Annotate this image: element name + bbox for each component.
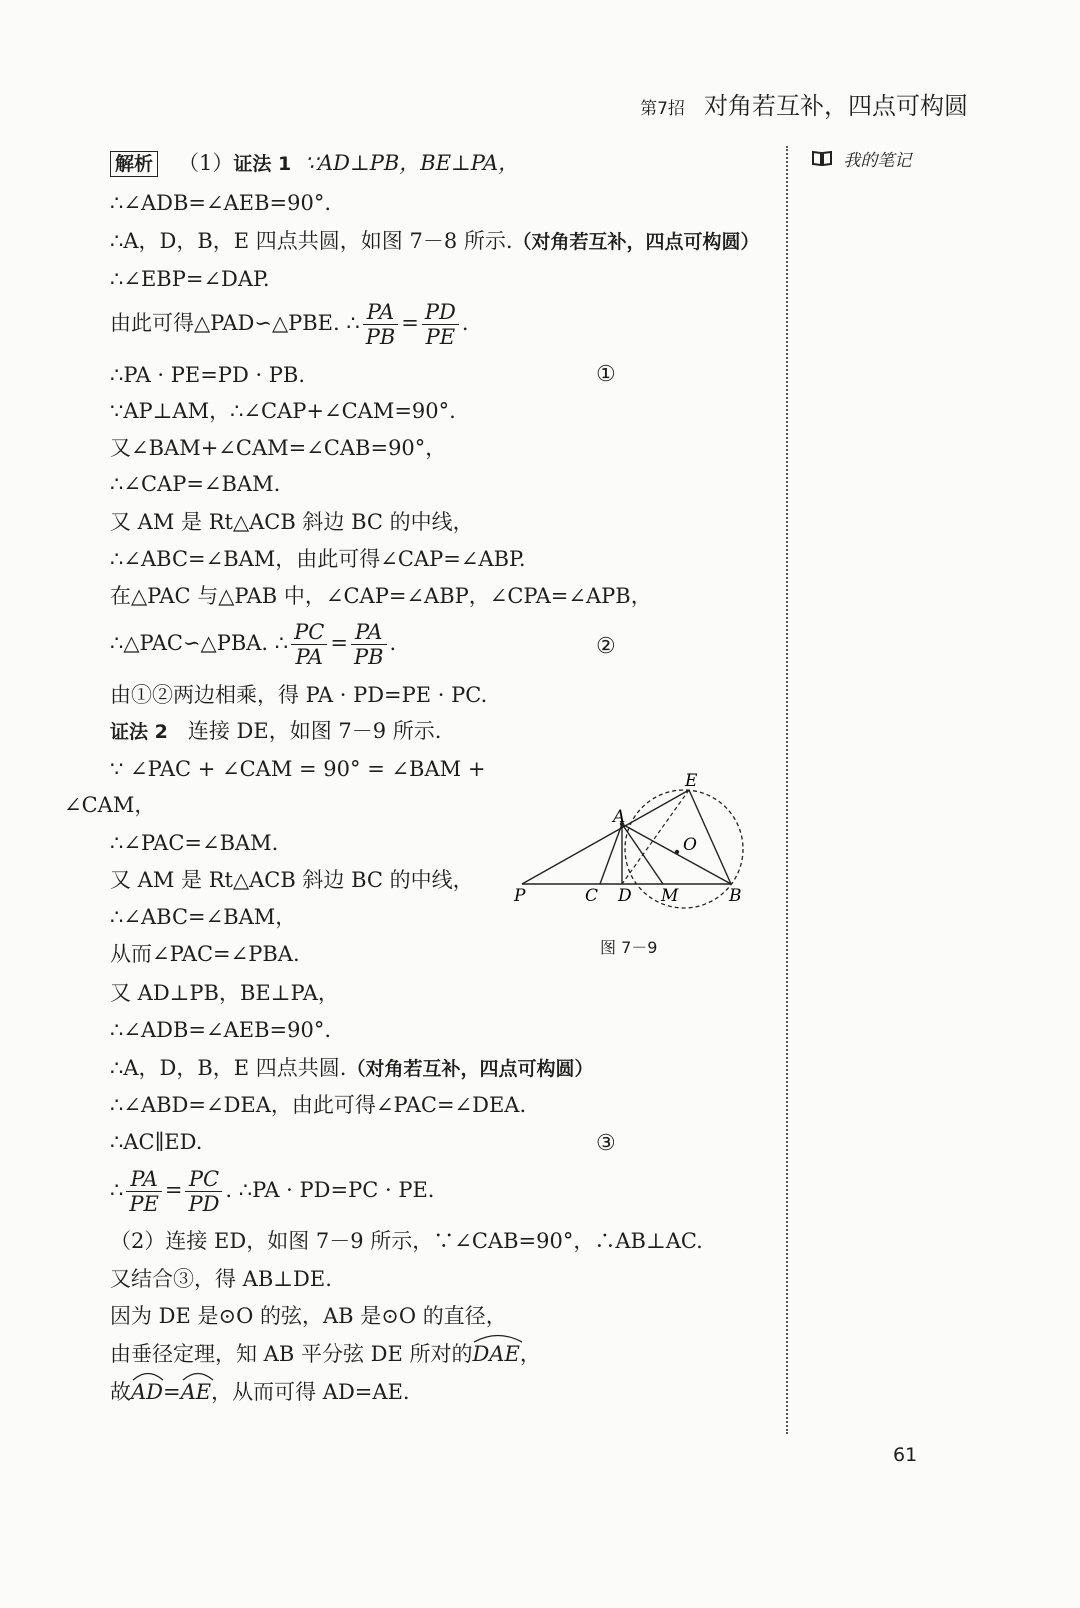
segment-ac [600,824,622,884]
frac-num: PC [185,1167,222,1192]
line-18: ∴∠PAC=∠BAM. [110,831,279,855]
equals: = [401,311,419,335]
line-24 [110,1055,594,1082]
equals: = [330,631,348,655]
line-2: ∴∠ADB=∠AEB=90°. [110,191,332,215]
frac-den: PA [295,645,323,669]
line-6: ∴PA · PE=PD · PB. [110,363,306,387]
line-21: 从而∠PAC=∠PBA. [110,942,300,966]
line-15-text: 连接 DE，如图 7－9 所示. [187,719,442,743]
line-31-text: 由垂径定理，知 AB 平分弦 DE 所对的 [110,1342,473,1366]
line-1 [110,150,519,177]
line-22: 又 AD⊥PB，BE⊥PA， [110,981,339,1005]
frac-den: PD [188,1192,220,1216]
line-27 [110,1167,434,1216]
label-e: E [685,771,698,791]
comma: ， [519,1342,541,1366]
page-number: 61 [893,1444,918,1466]
figure-caption: 图 7－9 [600,938,658,957]
fraction-pa-pb [363,300,399,349]
frac-den: PE [129,1192,159,1216]
line-9: ∴∠CAP=∠BAM. [110,472,281,496]
label-p: P [514,886,526,906]
line-26: ∴AC∥ED. [110,1130,203,1154]
chapter-label: 第7招 [640,99,685,119]
line-3-note: （对角若互补，四点可构圆） [512,231,760,253]
line-11: ∴∠ABC=∠BAM，由此可得∠CAP=∠ABP. [110,547,526,571]
line-13-text: ∴△PAC∽△PBA. ∴ [110,631,289,655]
period: . [389,631,397,655]
fraction-pc-pa [291,620,327,669]
period: . [461,311,469,335]
arc-ae [181,1380,212,1404]
line-28: （2）连接 ED，如图 7－9 所示，∵∠CAB=90°，∴AB⊥AC. [110,1229,703,1253]
frac-num: PA [363,300,399,325]
equals: = [163,1380,181,1404]
mark-2: ② [596,634,616,659]
notes-divider [786,146,788,1434]
line-20: ∴∠ABC=∠BAM， [110,905,297,929]
frac-den: PB [353,645,384,669]
line-5-text: 由此可得△PAD∽△PBE. ∴ [110,311,360,335]
line-7: ∵AP⊥AM，∴∠CAP+∠CAM=90°. [110,399,456,423]
line-19: 又 AM 是 Rt△ACB 斜边 BC 的中线， [110,868,474,892]
mark-1: ① [596,362,616,387]
fraction-pc-pd [185,1167,222,1216]
arc-dae [472,1342,519,1366]
line-5 [110,300,469,349]
label-a: A [613,807,626,827]
frac-num: PA [351,620,387,645]
line-3 [110,228,760,255]
line-24-text: ∴A，D，B，E 四点共圆. [110,1056,347,1080]
line-30: 因为 DE 是⊙O 的弦，AB 是⊙O 的直径， [110,1304,507,1328]
fraction-pd-pe [422,300,459,349]
notes-heading [812,146,911,171]
mark-3: ③ [596,1131,616,1156]
part-1-label: （1） [178,151,234,175]
frac-num: PC [291,620,327,645]
page-header [640,86,968,121]
line-32 [110,1379,410,1405]
geometry-diagram [505,770,755,920]
proof-2-label: 证法 2 [110,721,168,743]
line-12: 在△PAC 与△PAB 中，∠CAP=∠ABP，∠CPA=∠APB， [110,584,652,608]
chapter-title: 对角若互补，四点可构圆 [704,92,968,120]
label-o: O [683,835,697,855]
so-label: 故 [110,1380,131,1404]
line-24-note: （对角若互补，四点可构圆） [346,1058,594,1080]
arc-ae-text: AE [180,1380,212,1404]
line-16: ∵ ∠PAC + ∠CAM = 90° = ∠BAM + [110,757,486,781]
figure-7-9 [505,770,755,924]
therefore: ∴ [110,1178,124,1202]
frac-num: PD [422,300,459,325]
fraction-pa-pe [126,1167,161,1216]
line-32-text: ，从而可得 AD=AE. [211,1380,410,1404]
line-31 [110,1341,541,1367]
book-icon [812,151,837,171]
line-17: ∠CAM， [64,793,156,817]
frac-den: PE [425,325,456,349]
line-27-text: . ∴PA · PD=PC · PE. [225,1178,435,1202]
frac-num: PA [126,1167,161,1192]
line-4: ∴∠EBP=∠DAP. [110,267,270,291]
label-m: M [661,886,679,906]
analysis-tag: 解析 [110,151,158,177]
arc-ad-text: AD [131,1380,164,1404]
line-14: 由①②两边相乘，得 PA · PD=PE · PC. [110,683,488,707]
line-29: 又结合③，得 AB⊥DE. [110,1267,332,1291]
frac-den: PB [365,325,396,349]
line-1-text: ∵AD⊥PB，BE⊥PA， [304,151,520,175]
line-15 [110,718,441,745]
line-25: ∴∠ABD=∠DEA，由此可得∠PAC=∠DEA. [110,1093,527,1117]
equals: = [164,1178,183,1202]
point-o [675,850,679,854]
segment-ed [622,790,689,884]
line-8: 又∠BAM+∠CAM=∠CAB=90°， [110,436,447,460]
fraction-pa-pb-2 [351,620,387,669]
segment-am [622,824,663,884]
line-10: 又 AM 是 Rt△ACB 斜边 BC 的中线， [110,510,474,534]
line-13 [110,620,396,669]
arc-ad [131,1380,163,1404]
proof-1-label: 证法 1 [233,153,292,175]
arc-dae-text: DAE [472,1342,520,1366]
line-3-text: ∴A，D，B，E 四点共圆，如图 7－8 所示. [110,229,513,253]
label-b: B [729,886,742,906]
label-c: C [585,886,599,906]
line-23: ∴∠ADB=∠AEB=90°. [110,1018,332,1042]
notes-label: 我的笔记 [843,151,912,171]
label-d: D [618,886,632,906]
